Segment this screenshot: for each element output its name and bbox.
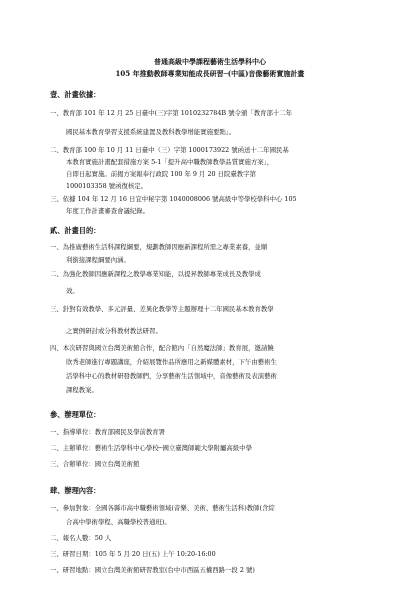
purpose-item-2-line-1: 二、為強化教師因應新課程之教學專業知能，以提昇教師專業成長及教學成 <box>50 270 261 278</box>
units-item-guidance: 一、指導單位：教育部國民及學前教育署 <box>50 428 166 436</box>
purpose-item-4-line-3: 活學科中心的教材研發教師們，分享藝術生活領域中，音像藝術及表演藝術 <box>66 372 277 380</box>
purpose-item-4-line-4: 課程教案。 <box>66 386 98 394</box>
units-item-organizer: 二、主辦單位：藝術生活學科中心學校─國立臺灣師範大學附屬高級中學 <box>50 444 252 452</box>
purpose-item-3-line-1: 三、針對有效教學、多元評量、差異化教學等主題辦理十二年國民基本教育教學 <box>50 305 274 313</box>
basis-item-3-line-1: 三、依據 104 年 12 月 16 日宜中秘字第 1040008006 號高級中等學校學科中心 105 <box>50 195 297 203</box>
units-item-co-organizer: 三、合辦單位：國立台灣美術館 <box>50 460 140 468</box>
basis-item-2-line-1: 二、教育部 100 年 10 月 11 日臺中（三）字第 1000173922 號函送十二年國民基 <box>50 146 289 154</box>
basis-item-1-line-1: 一、教育部 101 年 12 月 25 日臺中(三)字第 1010232784B 號令頒「教育部十二年 <box>50 109 293 117</box>
basis-item-2-line-3: 自即日起實施。前揭方案報奉行政院 100 年 9 月 20 日院臺教字第 <box>66 170 256 178</box>
purpose-item-2-line-2: 效。 <box>66 287 79 295</box>
content-item-enrollment: 二、報名人數：50 人 <box>50 534 112 542</box>
content-item-participants-line-1: 一、參加對象：全國各縣市高中職藝術領域(音樂、美術、藝術生活科)教師(含綜 <box>50 504 275 512</box>
basis-item-2-line-2: 本教育實施計畫配套措施方案 5-1「提升高中職教師教學品質實施方案」， <box>66 158 274 166</box>
basis-item-2-line-4: 1000103358 號函復核定。 <box>66 182 148 190</box>
purpose-item-4-line-2: 欣秀老師進行專題講座，介紹展覽作品所應用之新媒體素材，下午由藝術生 <box>66 358 277 366</box>
purpose-item-1-line-1: 一、為推廣藝術生活科課程綱要，規劃教師因應新課程所需之專業素養，並順 <box>50 243 268 251</box>
purpose-item-1-line-2: 利銜接課程綱要內涵。 <box>66 256 130 264</box>
purpose-item-4-line-1: 四、本次研習與國立台灣美術館合作，配合館內「自然魔法師」教育展，邀請饒 <box>50 344 274 352</box>
content-item-location: 一、研習地點：國立台灣美術館研習教室(台中市西區五權西路一段 2 號) <box>50 566 255 574</box>
document-title-line-2: 105 年推動教師專業知能成長研習─(中區)音像藝術實施計畫 <box>115 69 305 78</box>
content-item-date: 三、研習日期：105 年 5 月 20 日(五) 上午 10:20-16:00 <box>50 550 216 558</box>
section-heading-content: 肆、辦理內容： <box>50 486 101 495</box>
section-heading-purpose: 貳、計畫目的： <box>50 226 101 235</box>
purpose-item-3-line-2: 之實例研討或分科教材教法研習。 <box>66 327 162 335</box>
section-heading-basis: 壹、計畫依據： <box>50 90 101 99</box>
content-item-participants-line-2: 合高中學術學程、高職學校普通班)。 <box>66 518 171 526</box>
basis-item-3-line-2: 年度工作計畫審查會議紀錄。 <box>66 207 150 215</box>
section-heading-units: 參、辦理單位： <box>50 410 101 419</box>
basis-item-1-line-2: 國民基本教育學習支援系統建置及教科教學增能實施要點」。 <box>66 128 236 136</box>
document-title-line-1: 普通高級中學課程藝術生活學科中心 <box>154 57 266 66</box>
